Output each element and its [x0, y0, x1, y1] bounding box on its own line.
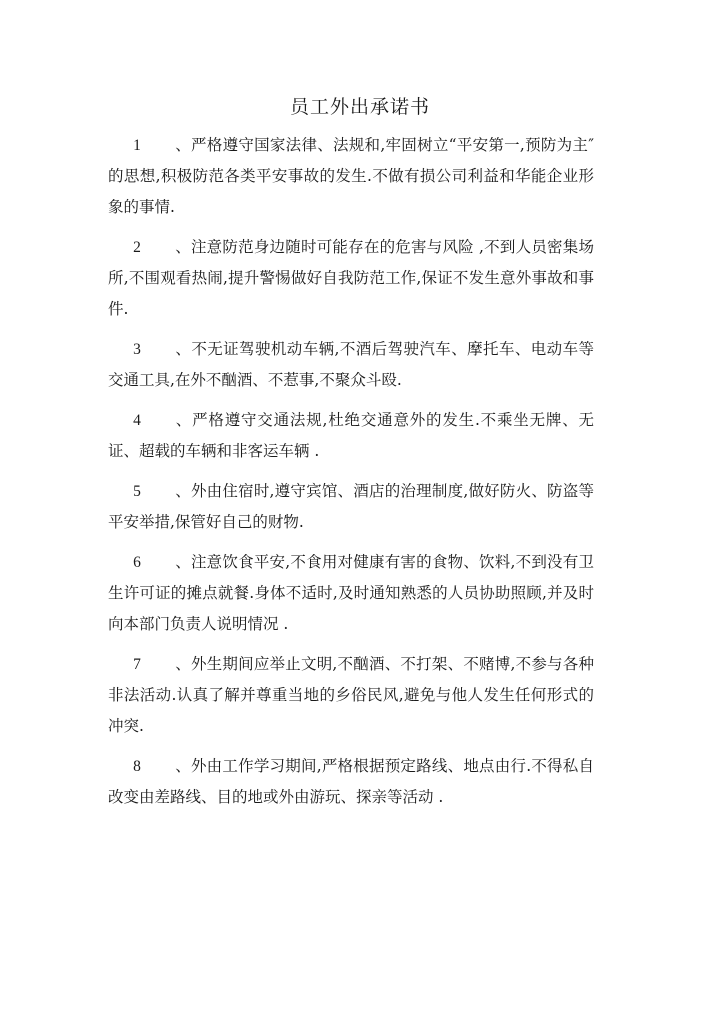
item-text: 、严格遵守国家法律、法规和,牢固树立“平安第一,预防为主″的思想,积极防范各类平安事故的发生.不做有损公司利益和华能企业形象的事情.: [108, 136, 594, 216]
item-text: 、不无证驾驶机动车辆,不酒后驾驶汽车、摩托车、电动车等交通工具,在外不酗酒、不惹事,不聚众斗殴.: [108, 340, 594, 389]
item-number: 3: [133, 341, 141, 358]
commitment-item-4: [108, 405, 594, 467]
commitment-item-3: [108, 334, 594, 396]
item-number: 5: [133, 483, 141, 500]
item-text: 、严格遵守交通法规,杜绝交通意外的发生.不乘坐无牌、无证、超载的车辆和非客运车辆 .: [108, 411, 594, 460]
item-text: 、注意饮食平安,不食用对健康有害的食物、饮料,不到没有卫生许可证的摊点就餐.身体不适时,及时通知熟悉的人员协助照顾,并及时向本部门负责人说明情况 .: [108, 553, 594, 633]
item-number: 6: [133, 554, 141, 571]
item-number: 1: [133, 137, 141, 154]
item-number: 4: [133, 412, 141, 429]
item-number: 8: [133, 758, 141, 775]
document-body: [108, 130, 594, 822]
commitment-item-1: [108, 130, 594, 223]
item-text: 、外生期间应举止文明,不酗酒、不打架、不赌博,不参与各种非法活动.认真了解并尊重当地的乡俗民风,避免与他人发生任何形式的冲突.: [108, 655, 594, 735]
document-title: 员工外出承诺书: [289, 96, 430, 118]
commitment-item-2: [108, 232, 594, 325]
item-text: 、外由住宿时,遵守宾馆、酒店的治理制度,做好防火、防盗等平安举措,保管好自己的财物.: [108, 482, 594, 531]
commitment-item-6: [108, 547, 594, 640]
item-number: 2: [133, 239, 141, 256]
item-text: 、外由工作学习期间,严格根据预定路线、地点由行.不得私自改变由差路线、目的地或外由游玩、探亲等活动 .: [108, 757, 594, 806]
commitment-item-7: [108, 649, 594, 742]
commitment-item-8: [108, 751, 594, 813]
item-number: 7: [133, 656, 141, 673]
commitment-item-5: [108, 476, 594, 538]
item-text: 、注意防范身边随时可能存在的危害与风险 ,不到人员密集场所,不围观看热闹,提升警惕做好自我防范工作,保证不发生意外事故和事件.: [108, 238, 594, 318]
